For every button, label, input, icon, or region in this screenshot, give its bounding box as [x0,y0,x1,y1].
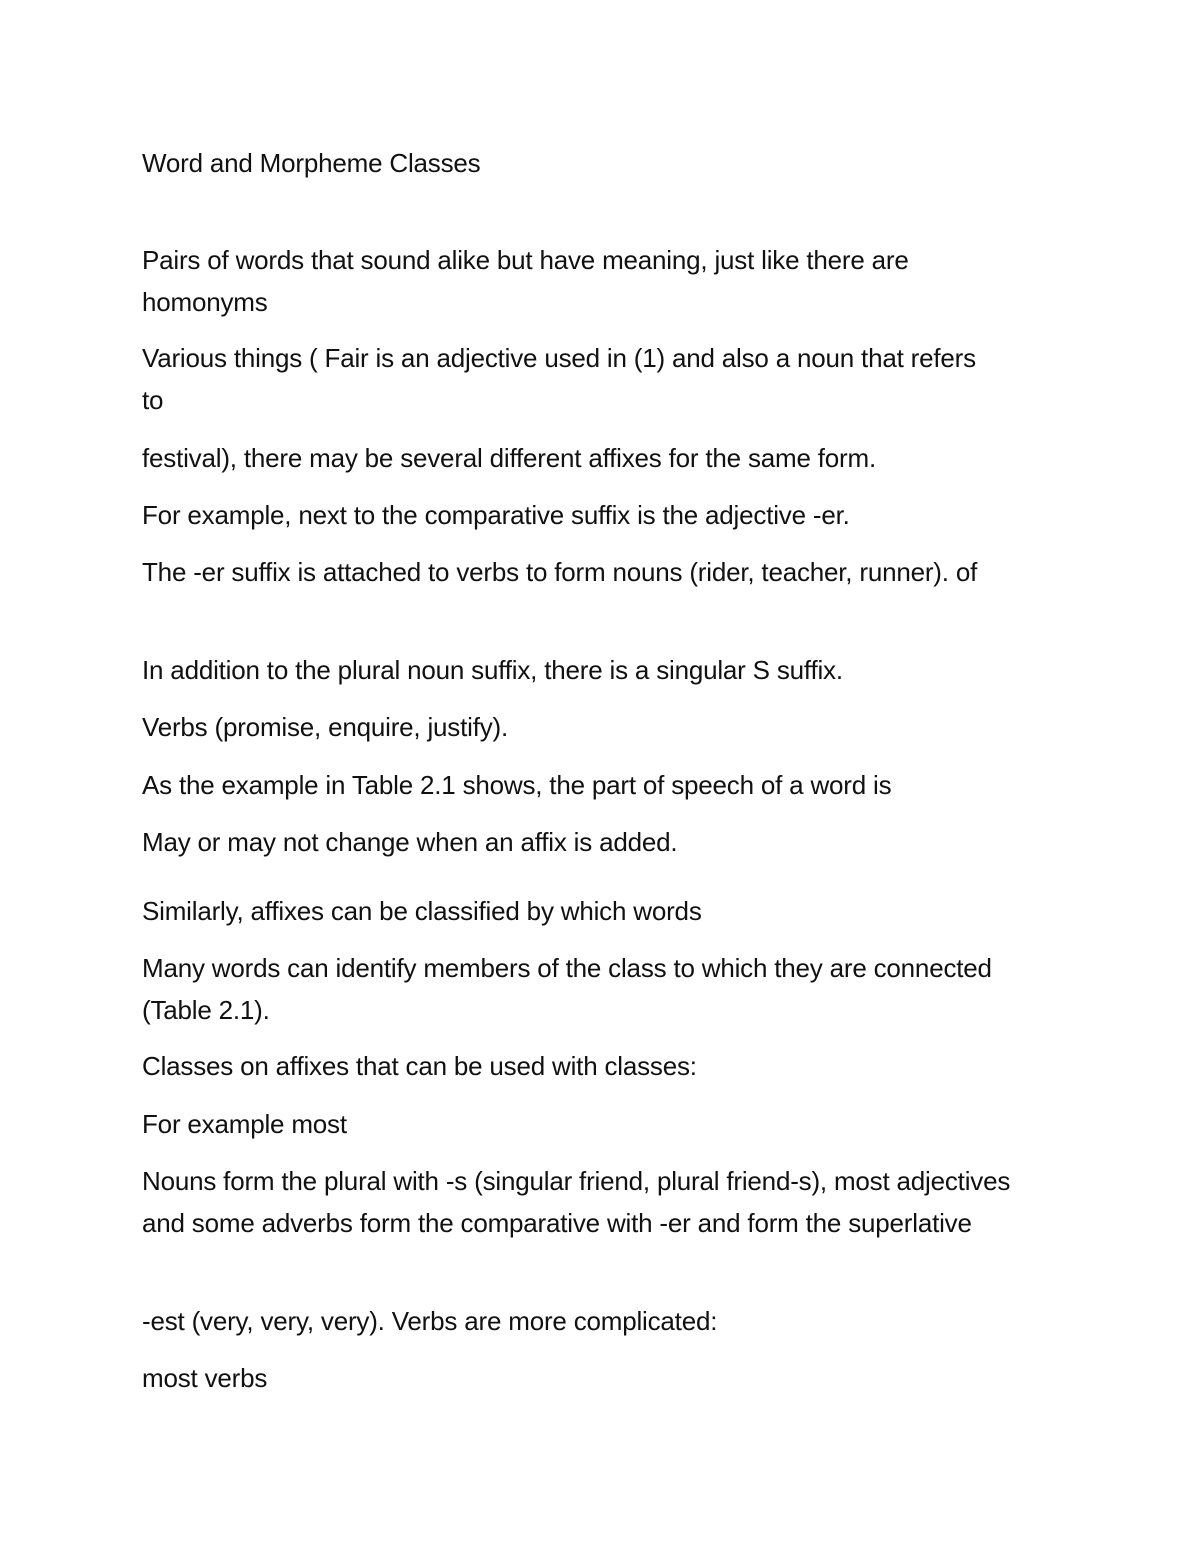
paragraph-affix-classes: Classes on affixes that can be used with classes: [142,1051,697,1081]
document-title: Word and Morpheme Classes [142,148,481,178]
paragraph-er-suffix: The -er suffix is attached to verbs to form nouns (rider, teacher, runner). of [142,557,978,587]
paragraph-affix-added: May or may not change when an affix is added. [142,827,678,857]
paragraph-plural-comparative: Nouns form the plural with -s (singular friend, plural friend-s), most adjectives and some adverbs form the comparative with -er and form the superlative [142,1166,1011,1238]
paragraph-festival: festival), there may be several different affixes for the same form. [142,443,876,473]
paragraph-for-example: For example most [142,1109,347,1139]
paragraph-most-verbs: most verbs [142,1363,268,1393]
paragraph-comparative-suffix: For example, next to the comparative suffix is the adjective -er. [142,500,850,530]
paragraph-various-things: Various things ( Fair is an adjective used in (1) and also a noun that refers to [142,343,976,415]
paragraph-superlative: -est (very, very, very). Verbs are more complicated: [142,1306,718,1336]
paragraph-class-members: Many words can identify members of the class to which they are connected (Table 2.1). [142,953,992,1025]
paragraph-table-example: As the example in Table 2.1 shows, the part of speech of a word is [142,770,892,800]
paragraph-affixes-classified: Similarly, affixes can be classified by which words [142,896,702,926]
paragraph-homonyms: Pairs of words that sound alike but have meaning, just like there are homonyms [142,245,909,317]
paragraph-verbs-examples: Verbs (promise, enquire, justify). [142,712,509,742]
paragraph-plural-suffix: In addition to the plural noun suffix, there is a singular S suffix. [142,655,843,685]
